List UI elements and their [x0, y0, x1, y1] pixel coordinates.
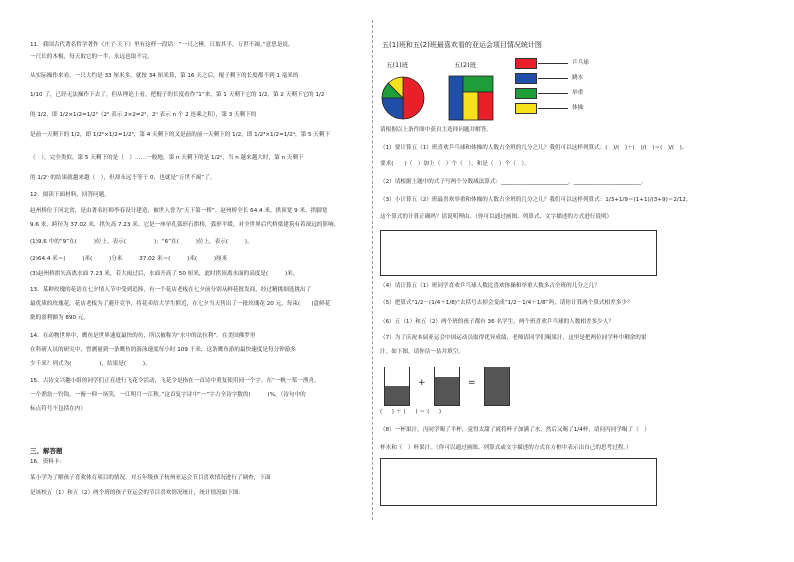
legend-label-gymnastics: 体操: [572, 105, 584, 111]
q7-line-1: （7）为了庆祝本届亚运会中国运动员取得优异成绩，老师请同学们喝果汁，这里是把两位同学杯中剩余的果: [380, 335, 647, 341]
q7-line-2: 汁。如下图，请你估一估并填空。: [380, 349, 464, 355]
q11-line-8: 的 1/2ⁿ 的结果就越来越（ ），但却永远不等于 0，也就是“万世不竭”了。: [30, 175, 216, 181]
q11-line-4: 1/10 了，已经无法操作下去了。但从理论上看，把棍子的长度看作“1”来，第 1 天剩下它的 1/2，第 2 天剩下它的 1/2: [30, 92, 325, 98]
q14-line-1: 14．在动物世界中，鹰鱼是世界速度最快的鱼，所以被称为“水中的法拉利”。在美国佛罗里: [30, 333, 256, 339]
square-part-pingpong: [478, 92, 493, 120]
cup-answer-blanks: ( )＋( )＝( ): [380, 409, 444, 415]
q1-line-2: 要求( )（ ）加上（ ）个（ ），和是（ ）个（ ）。: [380, 161, 530, 167]
q14-line-3: 少千米？列式为( )，结果是( )。: [30, 361, 151, 367]
legend-label-weightlifting: 举重: [572, 90, 584, 96]
q11-line-2: 一尺长的木棍，每天取它的一半，永远也取不完。: [30, 54, 154, 60]
legend-swatch-weightlifting: [515, 88, 537, 99]
q2-text: （2）请根据上题中的式子写两个分数减法算式：________________________，________________________。: [380, 179, 647, 185]
juice-cup-1: [384, 367, 410, 406]
legend-line: [538, 108, 568, 109]
legend-line: [538, 93, 568, 94]
legend-swatch-pingpong: [515, 58, 537, 69]
q15-line-2: 一个渔翁一钓钩，一俯一仰一场笑，一江明月一江秋。”这首复字诗中“一”字占全诗字数的( )%。（诗句中的: [30, 392, 306, 398]
q13-line-2: 最优质的玫瑰花，花店老板为了避开竞争，将花卖给大学生附近，在七夕当天售出了一批玫瑰花 20 元，每束( )盒鲜花: [30, 301, 331, 307]
q12-line-4: (1)9.6 中的“9”在( )位上，表示( )；“6”在( )位上，表示( )。: [30, 239, 253, 245]
q4-text: （4）请计算五（1）班同学喜欢乒乓球人数比喜欢体操和举重人数多占全班的几分之几？: [380, 283, 600, 289]
q12-line-3: 9.6 米，跨径为 37.02 米，拱矢高 7.23 米。它是一座单孔弧形石拱桥，弧形平缓，对全世界后代桥梁建筑有着深远的影响。: [30, 222, 340, 228]
q16-line-2: 某小学为了解孩子喜欢体育项目的情况，对五年级孩子杭州亚运会节目喜欢情况进行了调查，下面: [30, 475, 271, 481]
q12-line-1: 12．阅读下面材料，回答问题。: [30, 192, 110, 198]
q8-answer-box[interactable]: [380, 458, 657, 506]
q15-line-3: 标点符号不包括在内）: [30, 406, 86, 412]
q16-line-1: 16．资料卡：: [30, 459, 66, 465]
q13-line-1: 13．某种玫瑰的花语在七夕情人节中受到追捧，有一个花店老板在七夕前分别从鲜花批发商，经过精挑细选挑出了: [30, 287, 312, 293]
q16-line-3: 是该校五（1）和五（2）两个班的孩子亚运会的节目喜欢情况统计，统计情况如下图：: [30, 490, 245, 496]
q6-text: （6）五（1）和五（2）两个班的孩子都有 36 名学生，两个班喜欢乒乓球的人数相差多少人？: [380, 319, 614, 325]
q3-line-2: 这个算式的计算正确吗？请说明理由。（你可以通过画图、列算式、文字描述的方式进行说明）: [380, 214, 613, 220]
legend-swatch-gymnastics: [515, 103, 537, 114]
class1-pie-chart: [380, 75, 426, 121]
juice-level: [485, 367, 509, 405]
pie-slice-diving: [382, 98, 403, 119]
chart-legend: [515, 58, 605, 114]
plus-sign: +: [418, 378, 426, 388]
q3-line-1: （3）小计算五（2）班最喜欢举重和体操的人数占全班的几分之几？我们可以这样列算式：1/3+1/9＝(1+1)/(3+9)＝2/12，: [380, 197, 692, 203]
square-part-diving: [449, 76, 463, 120]
juice-cup-3: [484, 367, 510, 406]
column-divider: [372, 20, 373, 520]
juice-cup-2: [434, 367, 460, 406]
legend-label-diving: 跳水: [572, 75, 584, 81]
q8-line-1: （8）一杯果汁，丙同学喝了半杯，觉得太甜了就将杯子加满了水，然后又喝了1/4杯，请问丙同学喝了（ ）: [380, 427, 650, 433]
q3-answer-box[interactable]: [380, 230, 657, 276]
q11-line-1: 11．我国古代著名哲学著作《庄子·天下》里有这样一段话：“一尺之棰，日取其半，万世不竭。”意思是说，: [30, 42, 294, 48]
pie-slice-pingpong: [403, 77, 424, 119]
q12-line-2: 赵州桥位于河北省，是由著名匠师李春设计建造，被世人誉为“天下第一桥”。赵州桥全长 64.4 米，拱顶宽 9 米，拱脚宽: [30, 208, 328, 214]
q8-line-2: 杯水和（ ）杯果汁。（你可以通过画图、列算式或文字描述的方式在方框中表示出自己的思考过程。）: [380, 445, 632, 451]
q15-line-1: 15．古诗文兴趣小组的同学们正在进行飞花令活动，飞花令是指在一首诗中重复使用同一个字。在“一帆一桨一渔舟，: [30, 378, 320, 384]
q11-line-3: 从实际操作来看，一尺大约是 33 厘米多，就按 34 厘米算，第 16 天之后，棍子剩下的长度都不到 1 毫米的: [30, 73, 299, 79]
q1-line-1: （1）要计算五（1）班喜欢乒乓球和体操的人数占全班的几分之几？我们可以这样列算式：( )/( )＋( )/( )＝( )/( )。: [380, 145, 688, 151]
q11-line-6: 是前一天剩下的 1/2，即 1/2²×1/2=1/2³，第 4 天剩下的又是前的前一天剩下的 1/2，即 1/2³×1/2=1/2⁴，第 5 天剩下: [30, 132, 331, 138]
legend-line: [538, 63, 568, 64]
q13-line-3: 批的盈利额为 890 元。: [30, 315, 89, 321]
equals-sign: =: [468, 378, 476, 388]
square-part-weightlifting: [463, 76, 493, 92]
q14-line-2: 在科研人员的研究中，曾测量到一条鹰鱼的游泳速度每小时 109 千米，这条鹰鱼游的最快速度是每分钟游多: [30, 347, 296, 353]
class2-square-chart: [448, 75, 494, 121]
legend-swatch-diving: [515, 73, 537, 84]
chart-title: 五(1)班和五(2)班最喜欢看的亚运会项目情况统计图: [382, 41, 542, 49]
q5-text: （5）把算式“1/2－(1/4＋1/8)”去括号去掉会变成“1/2－1/4＋1/8”吗，请你计算两个算式相差多少？: [380, 300, 633, 306]
q11-line-5: 的 1/2，即 1/2×1/2=1/2²（2² 表示 2×2=2²，2ⁿ 表示 n 个 2 连乘之积），第 3 天剩下的: [30, 112, 257, 118]
class2-label: 五(2)班: [454, 61, 477, 69]
square-part-gymnastics: [463, 92, 478, 120]
juice-level: [435, 377, 459, 406]
q12-line-5: (2)64.4 米＝( )米( )分米 37.02 米＝( )米( )厘米: [30, 256, 228, 262]
section-3-heading: 三、解答题: [30, 447, 63, 455]
q12-line-6: (3)赵州桥拱矢高离水面 7.23 米，若大雨过后，水面升高了 50 厘米，此时拱顶离水面的高度是( )米。: [30, 271, 299, 277]
class1-label: 五(1)班: [386, 61, 409, 69]
legend-line: [538, 78, 568, 79]
juice-level: [385, 386, 409, 405]
intro-text: 请根据以上条件图中获自主选择问题并解答。: [380, 127, 492, 133]
legend-label-pingpong: 乒乓球: [572, 60, 589, 66]
q11-line-7: （ ），完全类似，第 5 天剩下的是（ ）……一般地，第 n 天剩下的是 1/2ⁿ，当 n 越来越大时，第 n 天剩下: [30, 155, 304, 161]
